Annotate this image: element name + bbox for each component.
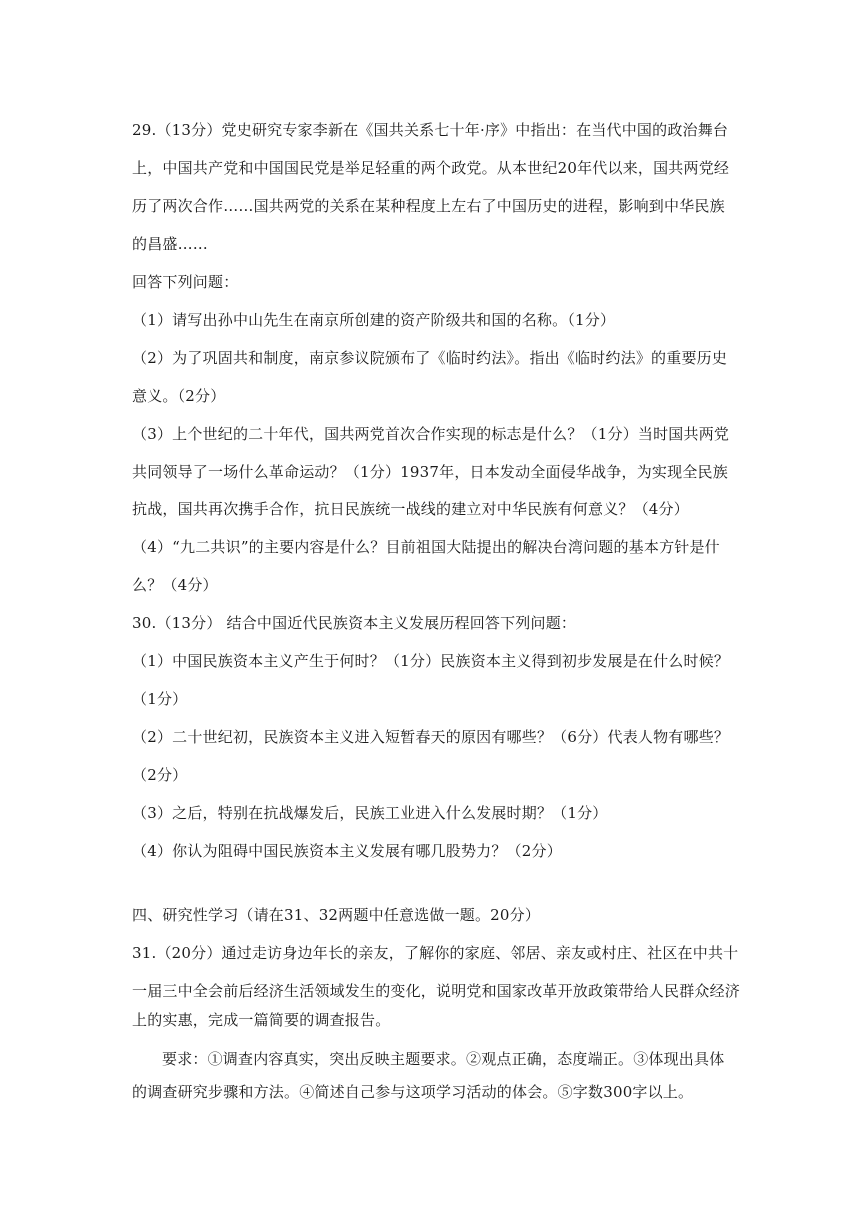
q31-stem-line: 上的实惠，完成一篇简要的调查报告。	[132, 1011, 391, 1029]
q30-subquestion-line: （2）二十世纪初，民族资本主义进入短暂春天的原因有哪些？（6分）代表人物有哪些？	[132, 728, 730, 746]
q31-requirement-line: 的调查研究步骤和方法。④简述自己参与这项学习活动的体会。⑤字数300字以上。	[132, 1083, 694, 1101]
q29-stem-line: 上，中国共产党和中国国民党是举足轻重的两个政党。从本世纪20年代以来，国共两党经	[132, 159, 730, 177]
q29-subquestion-line: 抗战，国共再次携手合作，抗日民族统一战线的建立对中华民族有何意义？（4分）	[132, 500, 689, 518]
q29-subquestion-line: 么？（4分）	[132, 576, 218, 594]
q29-stem-line: 历了两次合作……国共两党的关系在某种程度上左右了中国历史的进程，影响到中华民族	[132, 197, 725, 215]
q30-subquestion-line: （1分）	[132, 690, 188, 708]
q30-subquestion-line: （3）之后，特别在抗战爆发后，民族工业进入什么发展时期？（1分）	[132, 804, 608, 822]
q31-requirement-line: 要求：①调查内容真实，突出反映主题要求。②观点正确，态度端正。③体现出具体	[162, 1050, 725, 1068]
q30-subquestion-line: （1）中国民族资本主义产生于何时？（1分）民族资本主义得到初步发展是在什么时候？	[132, 652, 730, 670]
q30-stem: 30.（13分） 结合中国近代民族资本主义发展历程回答下列问题：	[132, 614, 577, 632]
q29-instruction: 回答下列问题：	[132, 273, 239, 291]
q29-subquestion-line: （1）请写出孙中山先生在南京所创建的资产阶级共和国的名称。（1分）	[132, 311, 616, 329]
q29-subquestion-line: 共同领导了一场什么革命运动？（1分）1937年，日本发动全面侵华战争，为实现全民族	[132, 463, 728, 481]
q31-stem-line: 一届三中全会前后经济生活领域发生的变化，说明党和国家改革开放政策带给人民群众经济	[132, 982, 741, 1000]
q29-subquestion-line: （3）上个世纪的二十年代，国共两党首次合作实现的标志是什么？（1分）当时国共两党	[132, 425, 730, 443]
q31-stem-line: 31.（20分）通过走访身边年长的亲友，了解你的家庭、邻居、亲友或村庄、社区在中共十	[132, 944, 739, 962]
q29-stem-line: 的昌盛……	[132, 235, 209, 253]
q29-subquestion-line: （4）“九二共识”的主要内容是什么？目前祖国大陆提出的解决台湾问题的基本方针是什	[132, 538, 720, 556]
q30-subquestion-line: （2分）	[132, 766, 188, 784]
q30-subquestion-line: （4）你认为阻碍中国民族资本主义发展有哪几股势力？（2分）	[132, 842, 562, 860]
q29-stem-line: 29.（13分）党史研究专家李新在《国共关系七十年·序》中指出：在当代中国的政治舞台	[132, 121, 729, 139]
q29-subquestion-line: （2）为了巩固共和制度，南京参议院颁布了《临时约法》。指出《临时约法》的重要历史	[132, 349, 728, 367]
section-heading: 四、研究性学习（请在31、32两题中任意选做一题。20分）	[132, 906, 541, 924]
q29-subquestion-line: 意义。（2分）	[132, 387, 226, 405]
